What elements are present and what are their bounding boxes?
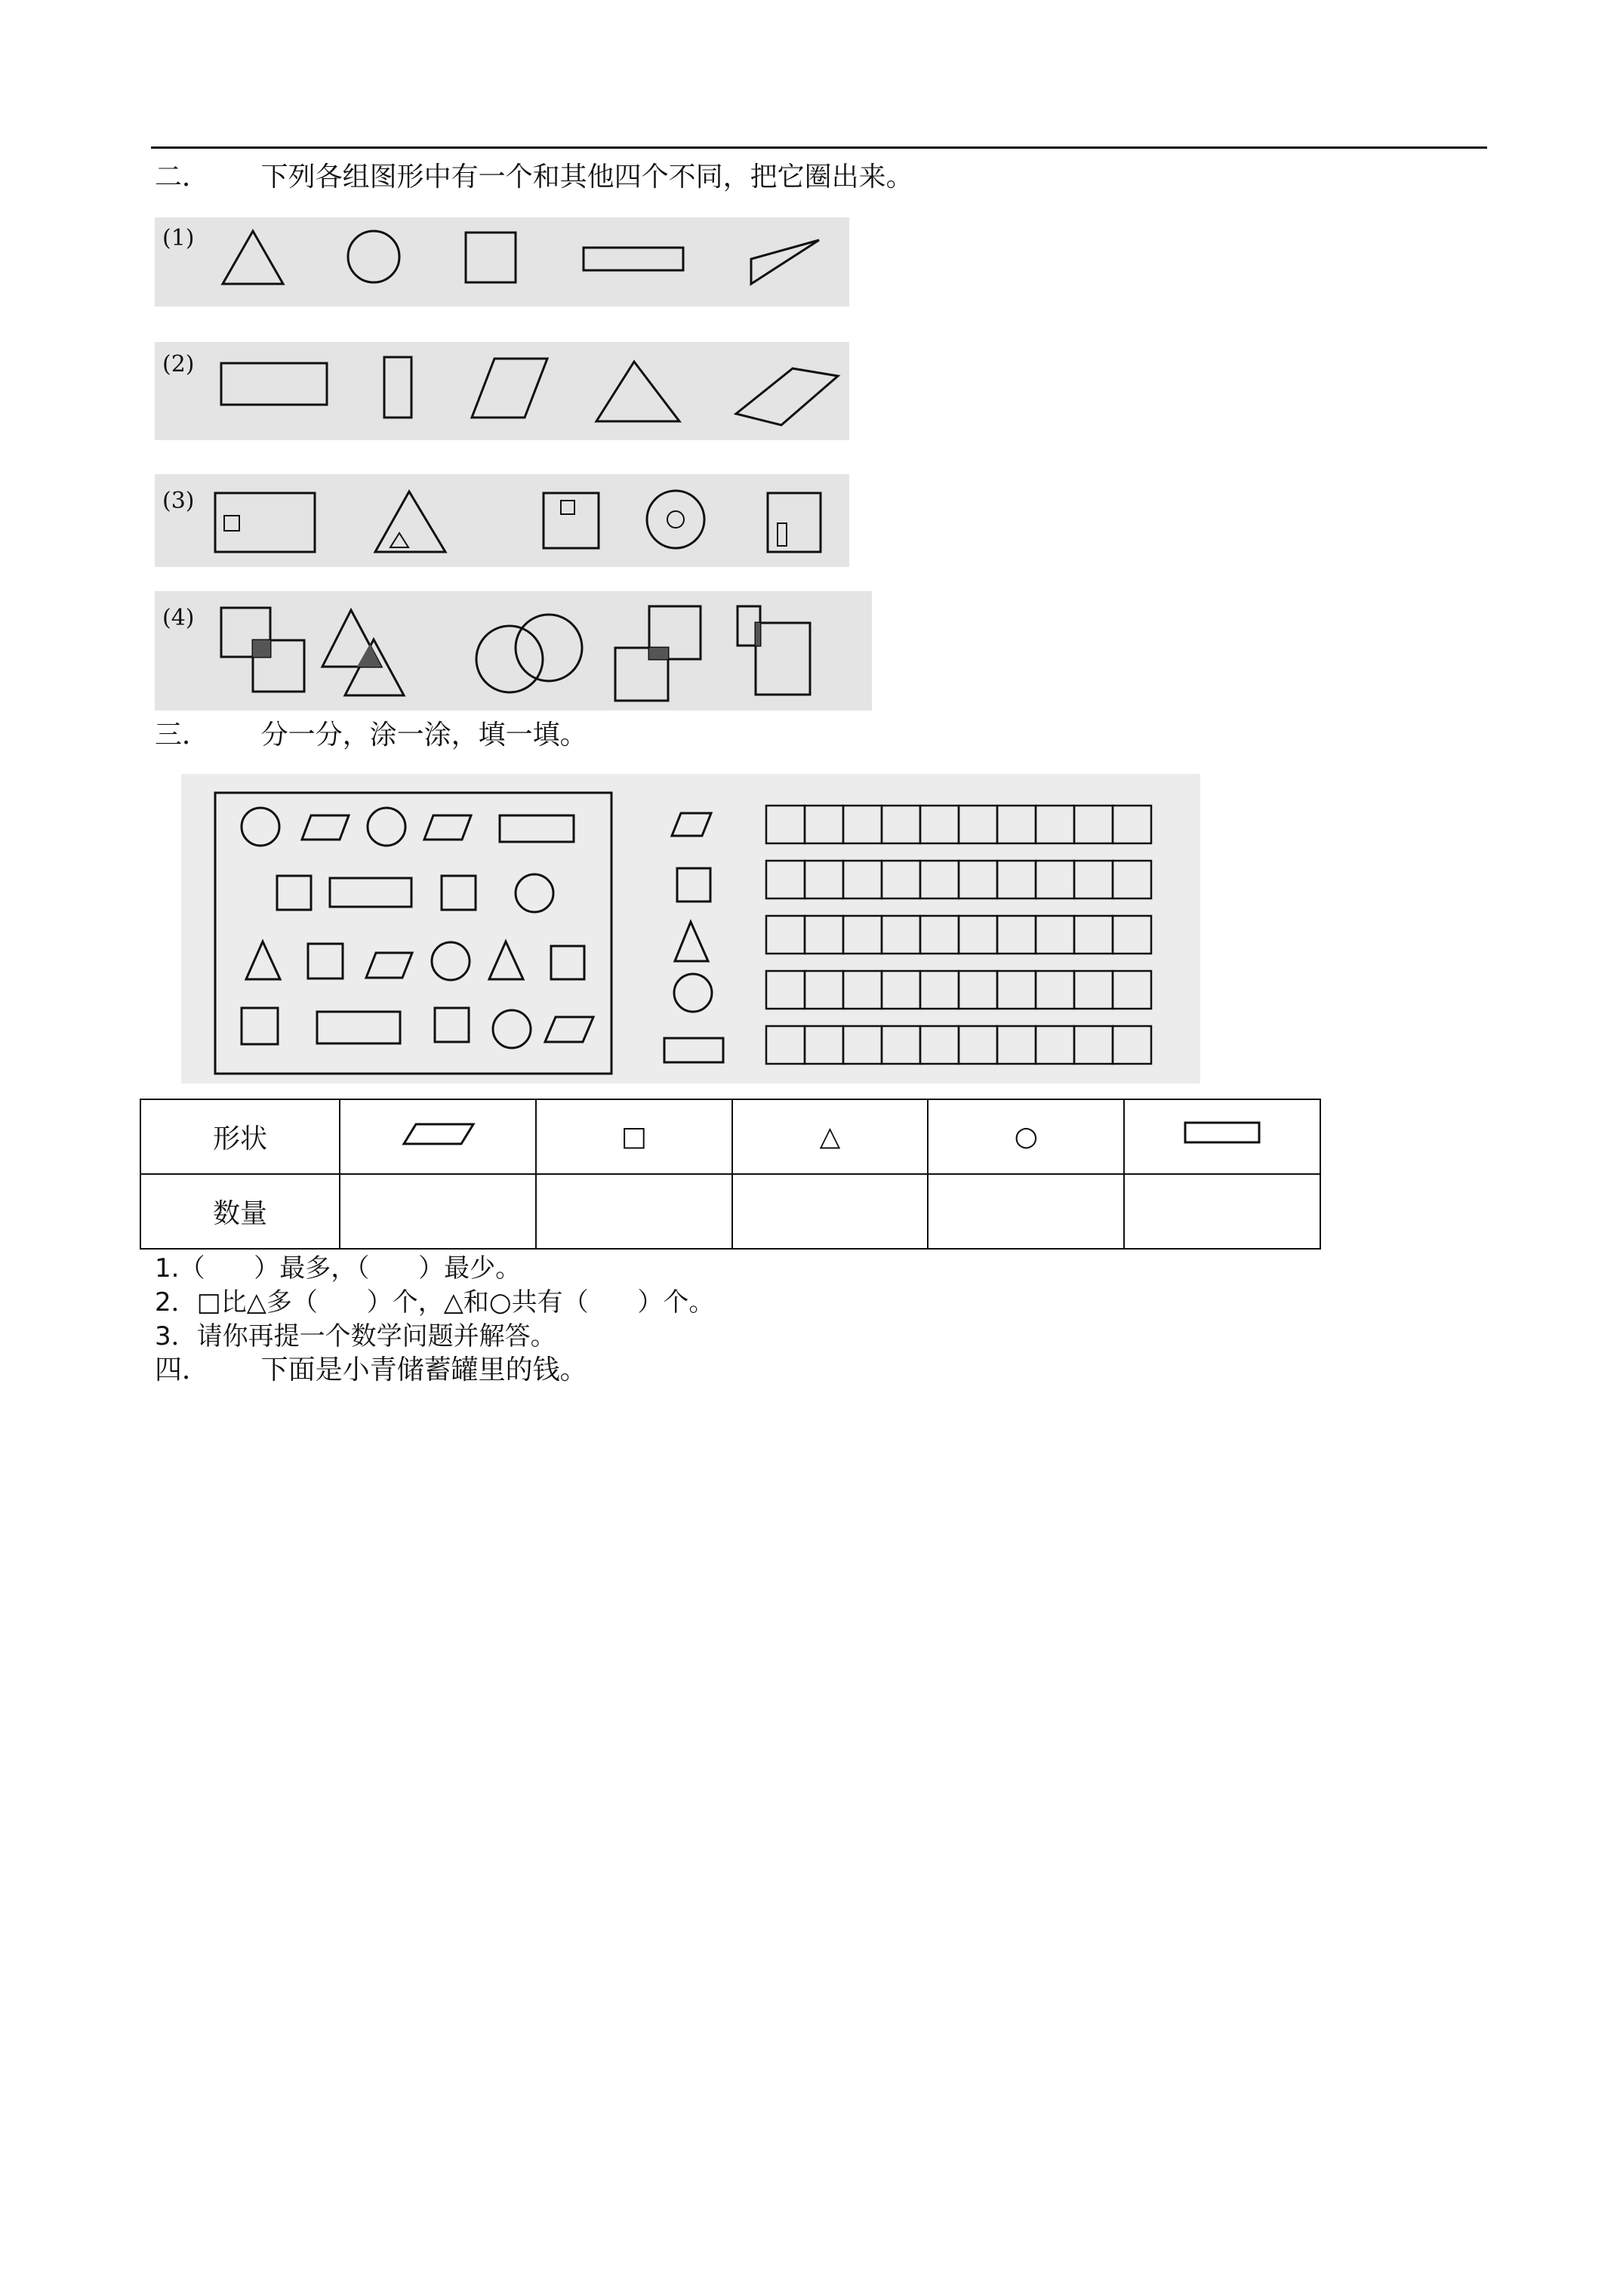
sorting-panel <box>181 774 1200 1083</box>
tally-box-circle[interactable] <box>882 971 920 1009</box>
overlap-circle-b <box>516 615 582 681</box>
tally-box-circle[interactable] <box>920 971 959 1009</box>
tally-box-parallelogram[interactable] <box>997 806 1036 843</box>
col-rectangle <box>1124 1099 1320 1174</box>
count-cell-circle[interactable] <box>928 1174 1124 1249</box>
tally-box-circle[interactable] <box>959 971 997 1009</box>
parallelogram-shape <box>302 815 349 840</box>
group-1-shapes <box>155 217 849 307</box>
group-label: (3) <box>162 488 195 514</box>
tally-box-rectangle[interactable] <box>1113 1026 1151 1064</box>
tally-box-square[interactable] <box>920 861 959 898</box>
rectangle-with-square-shape <box>215 493 315 552</box>
question-1: 1.（ ）最多，（ ）最少。 <box>155 1253 522 1284</box>
tally-box-triangle[interactable] <box>920 916 959 954</box>
tally-grid <box>766 806 1151 1064</box>
inner-triangle-shape <box>390 533 408 547</box>
count-cell-triangle[interactable] <box>732 1174 929 1249</box>
square-shape <box>242 1008 278 1044</box>
parallelogram-legend <box>672 813 711 836</box>
circle-shape <box>432 942 470 980</box>
tally-box-rectangle[interactable] <box>766 1026 805 1064</box>
tally-box-square[interactable] <box>766 861 805 898</box>
count-cell-rectangle[interactable] <box>1124 1174 1320 1249</box>
tally-box-triangle[interactable] <box>805 916 843 954</box>
col-parallelogram <box>340 1099 536 1174</box>
parallelogram-shape <box>424 815 471 840</box>
tally-box-square[interactable] <box>1074 861 1113 898</box>
group-label: (2) <box>162 351 195 378</box>
triangle-with-triangle-shape <box>375 492 445 552</box>
square-shape <box>277 876 311 910</box>
square-legend <box>677 868 710 901</box>
tally-box-square[interactable] <box>997 861 1036 898</box>
tally-box-triangle[interactable] <box>882 916 920 954</box>
square-shape <box>442 876 476 910</box>
col-circle: ○ <box>928 1099 1124 1174</box>
triangle-shape <box>489 942 523 979</box>
question-2: 2．□比△多（ ）个，△和○共有（ ）个。 <box>155 1287 715 1318</box>
circle-with-circle-shape <box>647 491 704 548</box>
question-3: 3．请你再提一个数学问题并解答。 <box>155 1321 556 1351</box>
col-triangle: △ <box>732 1099 929 1174</box>
overlap-circle-a <box>476 626 543 692</box>
shape-group-1 <box>155 217 849 307</box>
group-4-shapes <box>155 591 872 710</box>
rectangle-shape <box>330 878 411 907</box>
count-cell-parallelogram[interactable] <box>340 1174 536 1249</box>
parallelogram-icon <box>396 1118 479 1148</box>
section3-heading: 三． 分一分，涂一涂，填一填。 <box>155 720 587 750</box>
tally-box-rectangle[interactable] <box>997 1026 1036 1064</box>
circle-shape <box>242 808 279 846</box>
tally-box-parallelogram[interactable] <box>959 806 997 843</box>
circle-shape <box>493 1010 531 1048</box>
rectangle-icon <box>1181 1118 1264 1148</box>
tally-box-square[interactable] <box>959 861 997 898</box>
tally-box-circle[interactable] <box>1036 971 1074 1009</box>
tally-box-rectangle[interactable] <box>843 1026 882 1064</box>
group-label: (1) <box>162 225 195 251</box>
overlap-hatch <box>649 648 668 659</box>
parallelogram-shape <box>366 953 412 978</box>
tally-box-circle[interactable] <box>1074 971 1113 1009</box>
col-square: □ <box>536 1099 732 1174</box>
tally-box-parallelogram[interactable] <box>805 806 843 843</box>
rectangle-shape <box>500 815 574 842</box>
tally-box-circle[interactable] <box>766 971 805 1009</box>
group-label: (4) <box>162 605 195 631</box>
inner-square-shape <box>561 501 574 514</box>
tally-box-rectangle[interactable] <box>805 1026 843 1064</box>
tally-box-parallelogram[interactable] <box>882 806 920 843</box>
tally-box-circle[interactable] <box>1113 971 1151 1009</box>
tally-box-triangle[interactable] <box>1036 916 1074 954</box>
tally-box-triangle[interactable] <box>766 916 805 954</box>
tally-box-circle[interactable] <box>805 971 843 1009</box>
tally-box-circle[interactable] <box>843 971 882 1009</box>
group-3-shapes <box>155 474 849 567</box>
rectangle-legend <box>664 1038 723 1062</box>
tally-box-rectangle[interactable] <box>920 1026 959 1064</box>
tally-box-parallelogram[interactable] <box>843 806 882 843</box>
right-triangle-shape <box>751 240 819 284</box>
tally-box-triangle[interactable] <box>843 916 882 954</box>
square-with-rectangle-shape <box>768 493 821 552</box>
tally-box-triangle[interactable] <box>959 916 997 954</box>
overlap-rect-b <box>756 623 810 695</box>
row-label-count: 数量 <box>140 1174 340 1249</box>
tall-rectangle-shape <box>384 357 411 418</box>
tally-box-square[interactable] <box>1113 861 1151 898</box>
rectangle-shape <box>317 1012 400 1043</box>
square-shape <box>435 1008 469 1042</box>
circle-shape <box>368 808 405 846</box>
tally-box-triangle[interactable] <box>997 916 1036 954</box>
shape-group-3 <box>155 474 849 567</box>
circle-legend <box>674 974 712 1012</box>
parallelogram-shape <box>545 1017 593 1042</box>
parallelogram-shape <box>472 359 547 418</box>
group-2-shapes <box>155 342 849 440</box>
tally-box-parallelogram[interactable] <box>920 806 959 843</box>
tally-box-square[interactable] <box>805 861 843 898</box>
square-shape <box>551 946 584 979</box>
row-label-shape: 形状 <box>140 1099 340 1174</box>
triangle-legend <box>675 922 708 961</box>
triangle-shape <box>223 231 283 284</box>
shape-group-2 <box>155 342 849 440</box>
shape-count-table <box>140 1099 1321 1250</box>
tally-box-triangle[interactable] <box>1074 916 1113 954</box>
tally-box-rectangle[interactable] <box>1074 1026 1113 1064</box>
section4-heading: 四． 下面是小青储蓄罐里的钱。 <box>155 1354 587 1385</box>
circle-shape <box>348 231 399 282</box>
rectangle-shape <box>221 363 327 405</box>
shape-collection-frame <box>215 793 611 1074</box>
overlap-hatch <box>756 623 760 646</box>
tally-box-rectangle[interactable] <box>882 1026 920 1064</box>
sorting-figure <box>181 774 1200 1083</box>
tally-box-rectangle[interactable] <box>959 1026 997 1064</box>
square-shape <box>466 233 516 282</box>
triangle-shape <box>596 362 679 421</box>
tally-box-parallelogram[interactable] <box>766 806 805 843</box>
tally-box-parallelogram[interactable] <box>1036 806 1074 843</box>
tally-box-rectangle[interactable] <box>1036 1026 1074 1064</box>
tally-box-square[interactable] <box>1036 861 1074 898</box>
rhombus-shape <box>736 368 838 425</box>
circle-shape <box>516 874 553 912</box>
tally-box-parallelogram[interactable] <box>1113 806 1151 843</box>
square-shape <box>308 944 343 978</box>
overlap-hatch <box>253 640 270 657</box>
tally-box-parallelogram[interactable] <box>1074 806 1113 843</box>
inner-rectangle-shape <box>778 523 787 546</box>
tally-box-square[interactable] <box>843 861 882 898</box>
section2-heading: 二． 下列各组图形中有一个和其他四个不同，把它圈出来。 <box>155 162 913 193</box>
top-rule <box>151 146 1487 149</box>
inner-square-shape <box>224 516 239 531</box>
shape-group-4 <box>155 591 872 710</box>
tally-box-square[interactable] <box>882 861 920 898</box>
tally-box-triangle[interactable] <box>1113 916 1151 954</box>
rectangle-shape <box>584 248 683 270</box>
triangle-shape <box>246 942 280 979</box>
inner-circle-shape <box>667 511 684 528</box>
count-cell-square[interactable] <box>536 1174 732 1249</box>
tally-box-circle[interactable] <box>997 971 1036 1009</box>
